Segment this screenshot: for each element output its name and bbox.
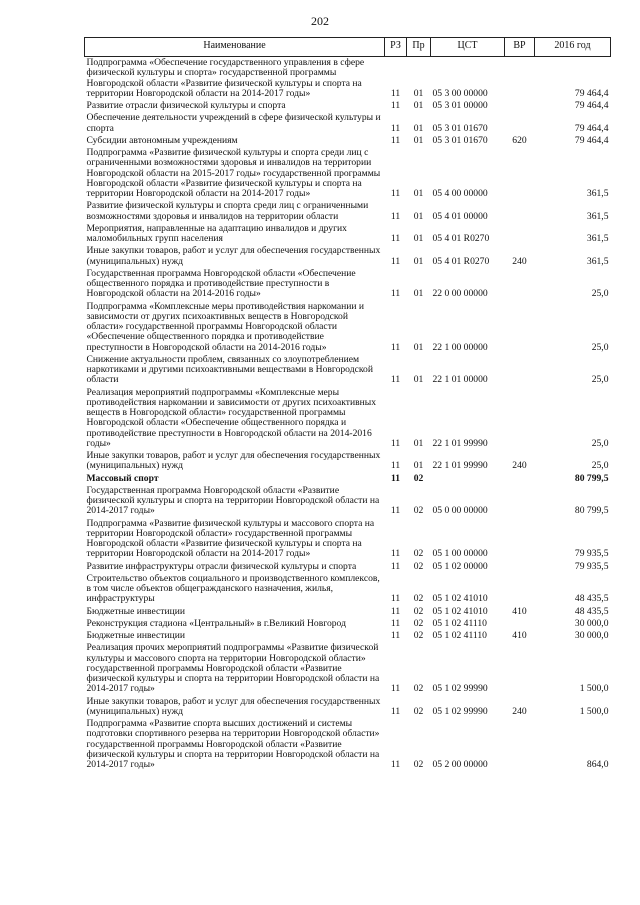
table-row [85,618,611,630]
cell-cst: 05 3 00 00000 [432,87,488,99]
cell-pr: 01 [413,233,424,244]
cell-name: Подпрограмма «Обеспечение государственного управления в сфере физической культуры и спорта» государственной программы Новгородской области «Развитие физической культуры и спорта на территории Новгородской области на 2014-2017 годы» [86,57,365,99]
cell-vr: 240 [512,705,527,717]
cell-rz: 11 [390,593,401,605]
cell-rz: 11 [390,705,401,717]
cell-amount: 25,0 [591,460,609,472]
cell-vr: 240 [512,460,527,472]
cell-pr: 01 [413,188,424,199]
cell-pr: 02 [413,593,424,605]
cell-vr [505,57,535,101]
cell-pr: 01 [413,87,424,99]
table-row [85,573,611,606]
cell-rz: 11 [390,548,401,560]
header-year: 2016 год [535,38,611,57]
cell-amount: 361,5 [586,233,609,244]
cell-name: Иные закупки товаров, работ и услуг для обеспечения государственных (муниципальных) нужд [86,450,381,472]
table-row [85,223,611,246]
cell-amount: 79 935,5 [574,560,609,572]
cell-pr: 02 [413,505,424,517]
cell-vr [505,518,535,561]
table-header-row [85,38,611,57]
cell-pr: 01 [413,288,424,300]
cell-vr [505,301,535,354]
cell-name: Развитие отрасли физической культуры и спорта [86,100,286,111]
cell-pr: 02 [413,548,424,560]
budget-table [84,37,611,771]
cell-cst: 05 1 02 41010 [432,593,488,605]
table-row [85,696,611,719]
table-row [85,518,611,561]
cell-name: Бюджетные инвестиции [86,605,185,617]
cell-amount: 48 435,5 [574,605,609,617]
cell-amount: 30 000,0 [574,630,609,641]
cell-cst: 05 0 00 00000 [432,505,488,517]
cell-rz: 11 [390,233,401,244]
cell-cst: 05 1 02 00000 [432,560,488,572]
cell-cst: 05 4 01 00000 [432,210,488,222]
cell-name: Развитие инфраструктуры отрасли физической культуры и спорта [86,560,357,572]
table-row [85,200,611,223]
page-number: 202 [311,14,329,28]
cell-rz: 11 [390,188,401,199]
cell-name: Государственная программа Новгородской области «Развитие физической культуры и спорта на территории Новгородской области на 2014-2017 годы» [86,484,380,517]
cell-pr: 01 [413,100,424,111]
cell-pr: 02 [413,705,424,717]
cell-name: Иные закупки товаров, работ и услуг для обеспечения государственных (муниципальных) нужд [86,695,381,717]
cell-vr [505,618,535,630]
cell-pr: 01 [413,374,424,386]
header-name: Наименование [85,38,385,57]
cell-amount: 48 435,5 [574,593,609,605]
cell-cst: 05 1 02 41110 [432,617,487,629]
cell-vr [505,642,535,695]
header-pr: Пр [407,38,431,57]
cell-cst: 05 1 02 41010 [432,605,488,617]
cell-name: Мероприятия, направленные на адаптацию инвалидов и других маломобильных групп населения [86,222,347,244]
cell-amount: 79 935,5 [574,548,609,560]
cell-rz: 11 [390,122,401,134]
cell-vr [505,473,535,485]
cell-pr: 02 [413,617,424,629]
cell-rz: 11 [390,472,401,484]
cell-amount: 361,5 [586,255,609,267]
cell-vr [505,268,535,301]
cell-rz: 11 [390,630,401,641]
table-row [85,642,611,695]
cell-name: Строительство объектов социального и производственного комплексов, в том числе объектов общегражданского назначения, жилья, инфраструктуры [86,572,380,605]
table-row [85,450,611,473]
cell-vr: 410 [512,630,527,641]
cell-amount: 864,0 [586,759,609,770]
cell-cst: 05 3 01 00000 [432,100,488,111]
cell-rz: 11 [390,210,401,222]
cell-pr: 02 [413,560,424,572]
cell-rz: 11 [390,87,401,99]
table-row [85,606,611,618]
cell-rz: 11 [390,437,401,449]
cell-cst: 22 1 01 00000 [432,374,488,386]
cell-rz: 11 [390,683,401,695]
table-row [85,147,611,200]
cell-pr: 02 [413,605,424,617]
cell-amount: 25,0 [591,341,609,353]
cell-rz: 11 [390,505,401,517]
cell-rz: 11 [390,134,401,146]
header-rz: РЗ [385,38,407,57]
table-row [85,387,611,451]
cell-pr: 01 [413,341,424,353]
cell-vr [505,561,535,573]
cell-name: Подпрограмма «Комплексные меры противодействия наркомании и зависимости от других психоактивных веществ в Новгородской области» государственной программы Новгородской области «Обеспечение общественного порядка и противодействие преступности в Новгородской области на 2014-2016 годы» [86,300,365,353]
cell-rz: 11 [390,759,401,770]
cell-cst: 22 1 01 99990 [432,437,488,449]
cell-pr: 01 [413,210,424,222]
cell-cst: 22 0 00 00000 [432,288,488,300]
cell-amount: 1 500,0 [579,705,609,717]
cell-cst: 05 3 01 01670 [432,122,488,134]
table-row [85,630,611,642]
cell-vr [505,485,535,518]
cell-rz: 11 [390,617,401,629]
cell-cst [431,473,505,485]
table-row [85,473,611,485]
table-row [85,301,611,354]
table-row [85,100,611,112]
cell-amount: 79 464,4 [574,100,609,111]
table-row [85,57,611,101]
table-row [85,245,611,268]
cell-amount: 361,5 [586,188,609,199]
cell-rz: 11 [390,460,401,472]
cell-vr: 410 [512,605,527,617]
table-row [85,112,611,135]
cell-cst: 05 2 00 00000 [432,759,488,770]
table-row [85,561,611,573]
cell-cst: 05 1 02 99990 [432,705,488,717]
cell-vr [505,718,535,771]
cell-name: Реконструкция стадиона «Центральный» в г.Великий Новгород [86,617,346,629]
cell-vr [505,200,535,223]
cell-pr: 02 [413,472,424,484]
cell-vr [505,573,535,606]
cell-rz: 11 [390,255,401,267]
cell-name: Снижение актуальности проблем, связанных со злоупотреблением наркотиками и другими психоактивными веществами в Новгородской области [86,353,373,386]
cell-pr: 01 [413,122,424,134]
cell-name: Иные закупки товаров, работ и услуг для обеспечения государственных (муниципальных) нужд [86,245,381,267]
cell-cst: 05 4 01 R0270 [432,233,490,244]
cell-cst: 05 4 01 R0270 [432,255,490,267]
cell-vr [505,112,535,135]
cell-name: Реализация мероприятий подпрограммы «Комплексные меры противодействия наркомании и зависимости от других психоактивных веществ в Новгородской области» государственной программы Новгородской области «Обеспечение общественного порядка и противодействие преступности в Новгородской области на 2014-2016 годы» [86,386,377,449]
cell-vr: 240 [512,255,527,267]
table-row [85,485,611,518]
cell-amount: 1 500,0 [579,683,609,695]
cell-vr [505,100,535,112]
cell-vr: 620 [512,134,527,146]
cell-vr [505,354,535,387]
table-row [85,268,611,301]
cell-rz: 11 [390,341,401,353]
cell-cst: 05 1 00 00000 [432,548,488,560]
table-row [85,135,611,147]
table-row [85,718,611,771]
cell-amount: 79 464,4 [574,122,609,134]
cell-amount: 361,5 [586,210,609,222]
cell-cst: 05 1 02 99990 [432,683,488,695]
cell-vr [505,387,535,451]
cell-rz: 11 [390,560,401,572]
cell-amount: 25,0 [591,288,609,300]
cell-cst: 05 1 02 41110 [432,630,487,641]
cell-vr [505,147,535,200]
cell-pr: 02 [413,683,424,695]
cell-cst: 05 4 00 00000 [432,188,488,199]
cell-pr: 01 [413,460,424,472]
cell-pr: 02 [413,759,424,770]
cell-name: Подпрограмма «Развитие спорта высших достижений и системы подготовки спортивного резерва на территории Новгородской области» государственной программы Новгородской области «Развитие физической культуры и спорта на территории Новгородской области на 2014-2017 годы» [86,718,380,770]
cell-rz: 11 [390,100,401,111]
cell-pr: 01 [413,255,424,267]
cell-cst: 22 1 01 99990 [432,460,488,472]
cell-amount: 80 799,5 [574,472,609,484]
cell-name: Подпрограмма «Развитие физической культуры и массового спорта на территории Новгородской области» государственной программы Новгородской области «Развитие физической культуры и спорта на территории Новгородской области на 2014-2017 годы» [86,517,375,560]
cell-rz: 11 [390,374,401,386]
cell-amount: 79 464,4 [574,87,609,99]
cell-amount: 79 464,4 [574,134,609,146]
table-body [85,57,611,772]
cell-amount: 80 799,5 [574,505,609,517]
cell-name: Субсидии автономным учреждениям [86,134,238,146]
cell-name: Подпрограмма «Развитие физической культуры и спорта среди лиц с ограниченными возможностями здоровья и инвалидов на территории Новгородской области на 2015-2017 годы» государственной программы Новгородской области «Развитие физической культуры и спорта на территории Новгородской области на 2014-2017 годы» [86,147,381,199]
cell-name: Развитие физической культуры и спорта среди лиц с ограниченными возможностями здоровья и инвалидов на территории области [86,200,369,222]
cell-cst: 05 3 01 01670 [432,134,488,146]
cell-name: Бюджетные инвестиции [86,630,185,641]
cell-name: Государственная программа Новгородской области «Обеспечение общественного порядка и противодействие преступности в Новгородской области на 2014-2016 годы» [86,267,356,300]
cell-pr: 01 [413,134,424,146]
cell-amount: 30 000,0 [574,617,609,629]
cell-pr: 02 [413,630,424,641]
cell-rz: 11 [390,288,401,300]
cell-name: Массовый спорт [86,472,159,484]
cell-name: Реализация прочих мероприятий подпрограммы «Развитие физической культуры и массового спорта на территории Новгородской области» государственной программы Новгородской области «Развитие физической культуры и спорта на территории Новгородской области на 2014-2017 годы» [86,642,380,695]
cell-vr [505,223,535,246]
cell-amount: 25,0 [591,437,609,449]
cell-name: Обеспечение деятельности учреждений в сфере физической культуры и спорта [86,112,381,134]
header-cst: ЦСТ [431,38,505,57]
cell-amount: 25,0 [591,374,609,386]
cell-cst: 22 1 00 00000 [432,341,488,353]
table-row [85,354,611,387]
header-vr: ВР [505,38,535,57]
cell-pr: 01 [413,437,424,449]
cell-rz: 11 [390,605,401,617]
